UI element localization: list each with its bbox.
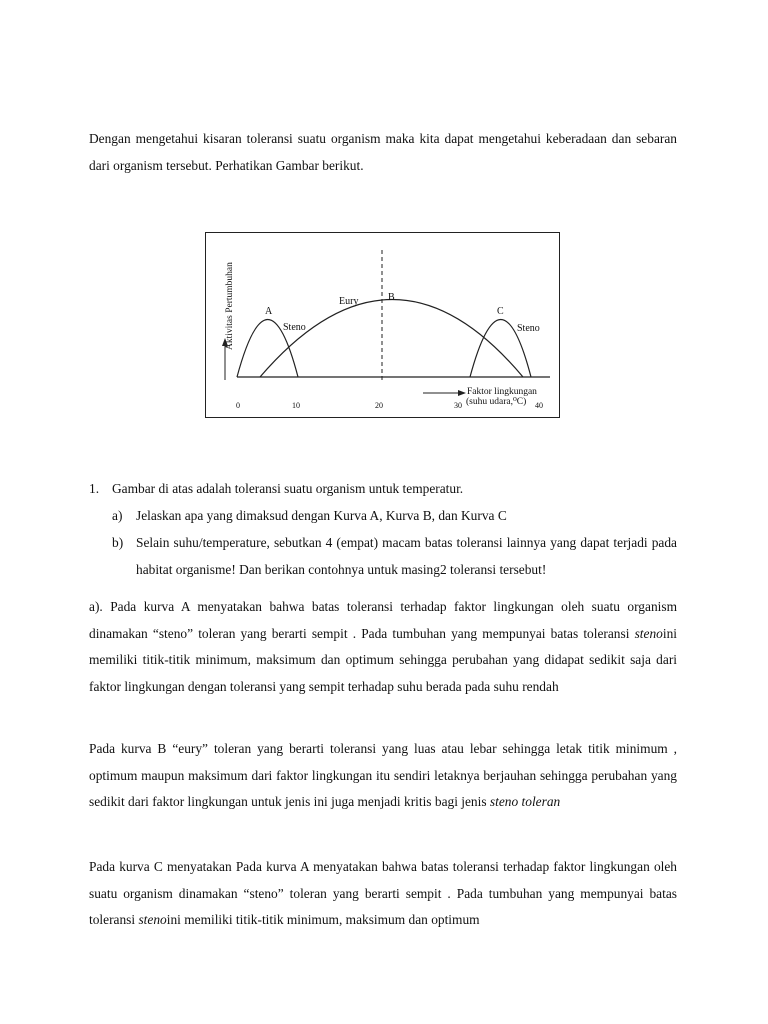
sub-b-label: b) bbox=[112, 535, 124, 550]
curve-b-name: Eury bbox=[339, 296, 359, 307]
answer-a-part2: ini memiliki titik-titik minimum, maksimum dan optimum sehingga perubahan yang didapat sedikit saja dari faktor lingkungan dengan toleransi yang sempit terhadap suhu berada pada suhu rendah bbox=[89, 625, 677, 694]
tick-label-30: 30 bbox=[454, 401, 462, 410]
curve-c-name: Steno bbox=[517, 323, 540, 334]
tick-label-40: 40 bbox=[535, 401, 543, 410]
curve-a-name: Steno bbox=[283, 322, 306, 333]
tolerance-diagram bbox=[205, 232, 560, 418]
answer-b-paragraph bbox=[89, 736, 677, 816]
tolerance-figure bbox=[205, 232, 560, 418]
answer-a-italic: steno bbox=[634, 625, 663, 641]
curve-a-label: A bbox=[265, 306, 273, 317]
sub-b-text: Selain suhu/temperature, sebutkan 4 (empat) macam batas toleransi lainnya yang dapat terjadi pada habitat organisme! Dan berikan contohnya untuk masing2 toleransi tersebut! bbox=[136, 535, 677, 577]
answer-b-part1: Pada kurva B “eury” toleran yang berarti toleransi yang luas atau lebar sehingga letak titik minimum , optimum maupun maksimum dari faktor lingkungan itu sendiri letaknya berjauhan sehingga perubahan yang sedikit dari faktor lingkungan untuk jenis ini juga menjadi kritis bagi jenis bbox=[89, 741, 677, 809]
question-text: Gambar di atas adalah toleransi suatu organism untuk temperatur. bbox=[112, 481, 464, 496]
sub-a-text: Jelaskan apa yang dimaksud dengan Kurva A, Kurva B, dan Kurva C bbox=[136, 508, 507, 523]
answer-c-italic: steno bbox=[138, 912, 167, 927]
tick-label-0: 0 bbox=[236, 401, 240, 410]
curve-b-label: B bbox=[388, 292, 395, 303]
answer-a-part1: a). Pada kurva A menyatakan bahwa batas toleransi terhadap faktor lingkungan oleh suatu organism dinamakan “steno” toleran yang berarti sempit . Pada tumbuhan yang mempunyai batas toleransi bbox=[89, 599, 677, 641]
answer-c-paragraph bbox=[89, 854, 677, 934]
x-axis-label-line2: (suhu udara,⁰C) bbox=[466, 397, 527, 407]
curve-c-label: C bbox=[497, 306, 504, 317]
question-number: 1. bbox=[89, 481, 100, 496]
answer-a-paragraph bbox=[89, 594, 677, 700]
sub-a-label: a) bbox=[112, 508, 123, 523]
tick-label-10: 10 bbox=[292, 401, 300, 410]
answer-b-italic: steno toleran bbox=[489, 794, 561, 809]
answer-c-part1: Pada kurva C menyatakan Pada kurva A menyatakan bahwa batas toleransi terhadap faktor lingkungan oleh suatu organism dinamakan “steno” toleran yang berarti sempit . Pada tumbuhan yang mempunyai batas toleransi bbox=[89, 859, 677, 927]
tick-label-20: 20 bbox=[375, 401, 383, 410]
answer-c-part2: ini memiliki titik-titik minimum, maksimum dan optimum bbox=[166, 912, 480, 927]
intro-paragraph: Dengan mengetahui kisaran toleransi suatu organism maka kita dapat mengetahui keberadaan dan sebaran dari organism tersebut. Perhatikan Gambar berikut. bbox=[89, 131, 677, 173]
y-axis-label: Aktivitas Pertumbuhan bbox=[225, 262, 235, 350]
x-axis-label-line1: Faktor lingkungan bbox=[467, 387, 537, 397]
